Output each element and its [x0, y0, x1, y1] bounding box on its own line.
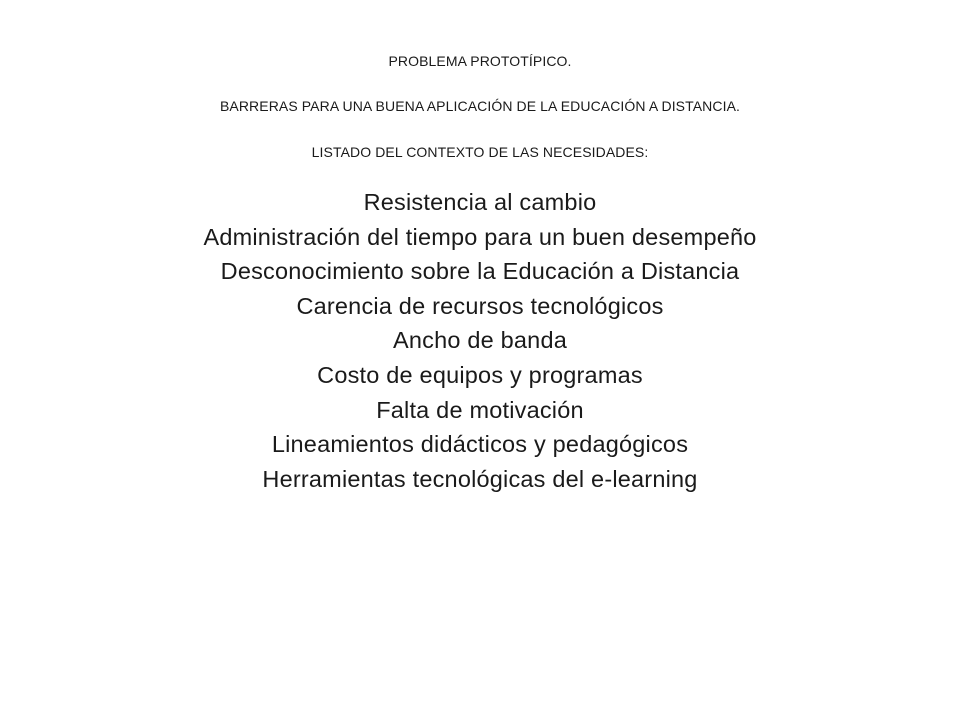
list-item: Herramientas tecnológicas del e-learning [262, 465, 698, 492]
list-item: Falta de motivación [376, 396, 584, 423]
list-heading: LISTADO DEL CONTEXTO DE LAS NECESIDADES: [311, 144, 649, 160]
list-item: Lineamientos didácticos y pedagógicos [271, 431, 689, 458]
list-item: Resistencia al cambio [363, 189, 597, 215]
list-item: Carencia de recursos tecnológicos [296, 292, 664, 319]
list-item: Administración del tiempo para un buen desempeño [203, 223, 757, 250]
list-item: Costo de equipos y programas [317, 361, 643, 388]
slide-subtitle: BARRERAS PARA UNA BUENA APLICACIÓN DE LA EDUCACIÓN A DISTANCIA. [219, 98, 741, 114]
needs-list [0, 185, 960, 496]
list-item: Desconocimiento sobre la Educación a Distancia [220, 258, 740, 285]
slide-title: PROBLEMA PROTOTÍPICO. [388, 53, 572, 69]
list-item: Ancho de banda [393, 327, 567, 354]
